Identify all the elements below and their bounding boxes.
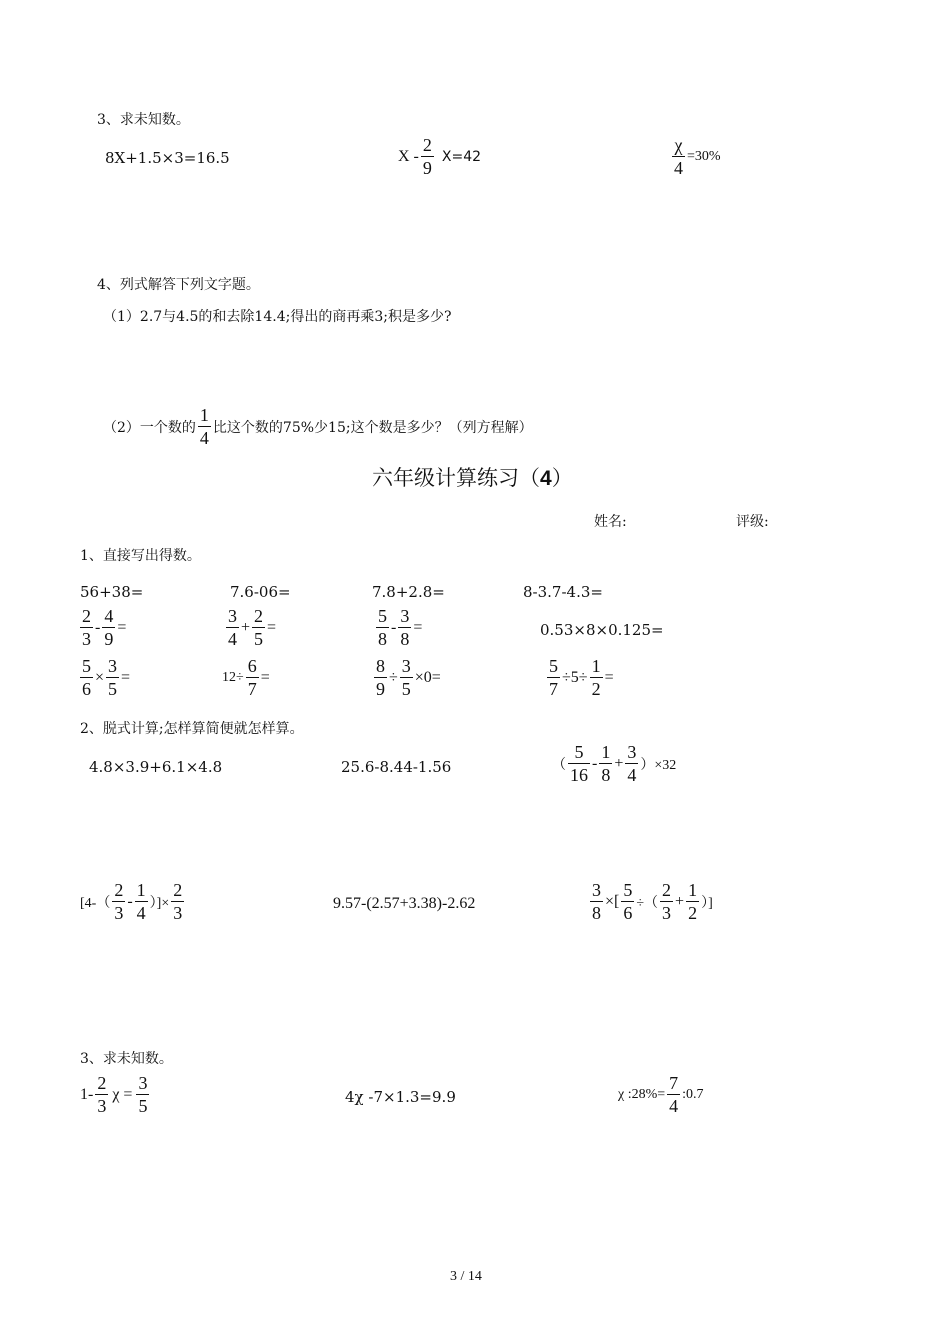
section-heading-solve-top: 3、求未知数。 [97,112,190,128]
direct-item: 0.53×8×0.125= [540,621,664,639]
stepwise-item: 4.8×3.9+6.1×4.8 [89,758,223,776]
stepwise-item: （ $\frac{5}{16}$ - $\frac{1}{8}$ + $\frac{3}{4}$ ）×32 [552,742,677,785]
direct-item: 56+38= [80,583,144,601]
equation-3: $\frac{\chi}{4}$ =30% [674,135,721,178]
direct-item: $\frac{5}{7}$ ÷5÷ $\frac{1}{2}$ = [549,656,614,699]
direct-item: 8-3.7-4.3= [523,583,603,601]
fraction: $\frac{2}{9}$ [422,135,432,178]
grade-label: 评级: [736,514,769,530]
equation-5: 4χ -7×1.3=9.9 [345,1088,456,1106]
equation-2: X - $\frac{2}{9}$ X=42 [398,135,482,178]
word-problem-1: （1）2.7与4.5的和去除14.4;得出的商再乘3;积是多少? [103,309,452,325]
direct-item: $\frac{2}{3}$ - $\frac{4}{9}$ = [82,606,127,649]
direct-item: $\frac{5}{6}$ × $\frac{3}{5}$ = [82,656,131,699]
page-title: 六年级计算练习（4） [372,466,573,490]
direct-item: 7.8+2.8= [372,583,445,601]
direct-item: $\frac{8}{9}$ ÷ $\frac{3}{5}$ ×0= [376,656,441,699]
direct-item: 7.6-06= [230,583,291,601]
section-heading-stepwise: 2、脱式计算;怎样算简便就怎样算。 [80,721,304,737]
direct-item: $\frac{3}{4}$ + $\frac{2}{5}$ = [228,606,277,649]
fraction: $\frac{\chi}{4}$ [674,135,683,178]
stepwise-item: 9.57-(2.57+3.38)-2.62 [333,895,476,912]
section-heading-word-problems: 4、列式解答下列文字题。 [97,277,260,293]
equation-4: 1- $\frac{2}{3}$ χ = $\frac{3}{5}$ [80,1073,148,1116]
name-label: 姓名: [594,514,627,530]
equation-6: χ :28%= $\frac{7}{4}$ :0.7 [618,1073,704,1116]
word-problem-2: （2）一个数的 $\frac{1}{4}$ 比这个数的75%少15;这个数是多少？（列方程解） [103,405,533,448]
section-heading-direct: 1、直接写出得数。 [80,548,201,564]
page-number: 3 / 14 [450,1269,482,1284]
stepwise-item: [4-（ $\frac{2}{3}$ - $\frac{1}{4}$ ）]× $\frac{2}{3}$ [80,880,183,923]
fraction: $\frac{1}{4}$ [199,405,209,448]
section-heading-solve-bottom: 3、求未知数。 [80,1051,173,1067]
stepwise-item: $\frac{3}{8}$ ×[ $\frac{5}{6}$ ÷（ $\frac{2}{3}$ + $\frac{1}{2}$ ）] [592,880,713,923]
direct-item: $\frac{5}{8}$ - $\frac{3}{8}$ = [378,606,423,649]
stepwise-item: 25.6-8.44-1.56 [341,758,452,776]
direct-item: 12÷ $\frac{6}{7}$ = [222,656,270,699]
equation-1: 8X+1.5×3=16.5 [105,149,230,167]
